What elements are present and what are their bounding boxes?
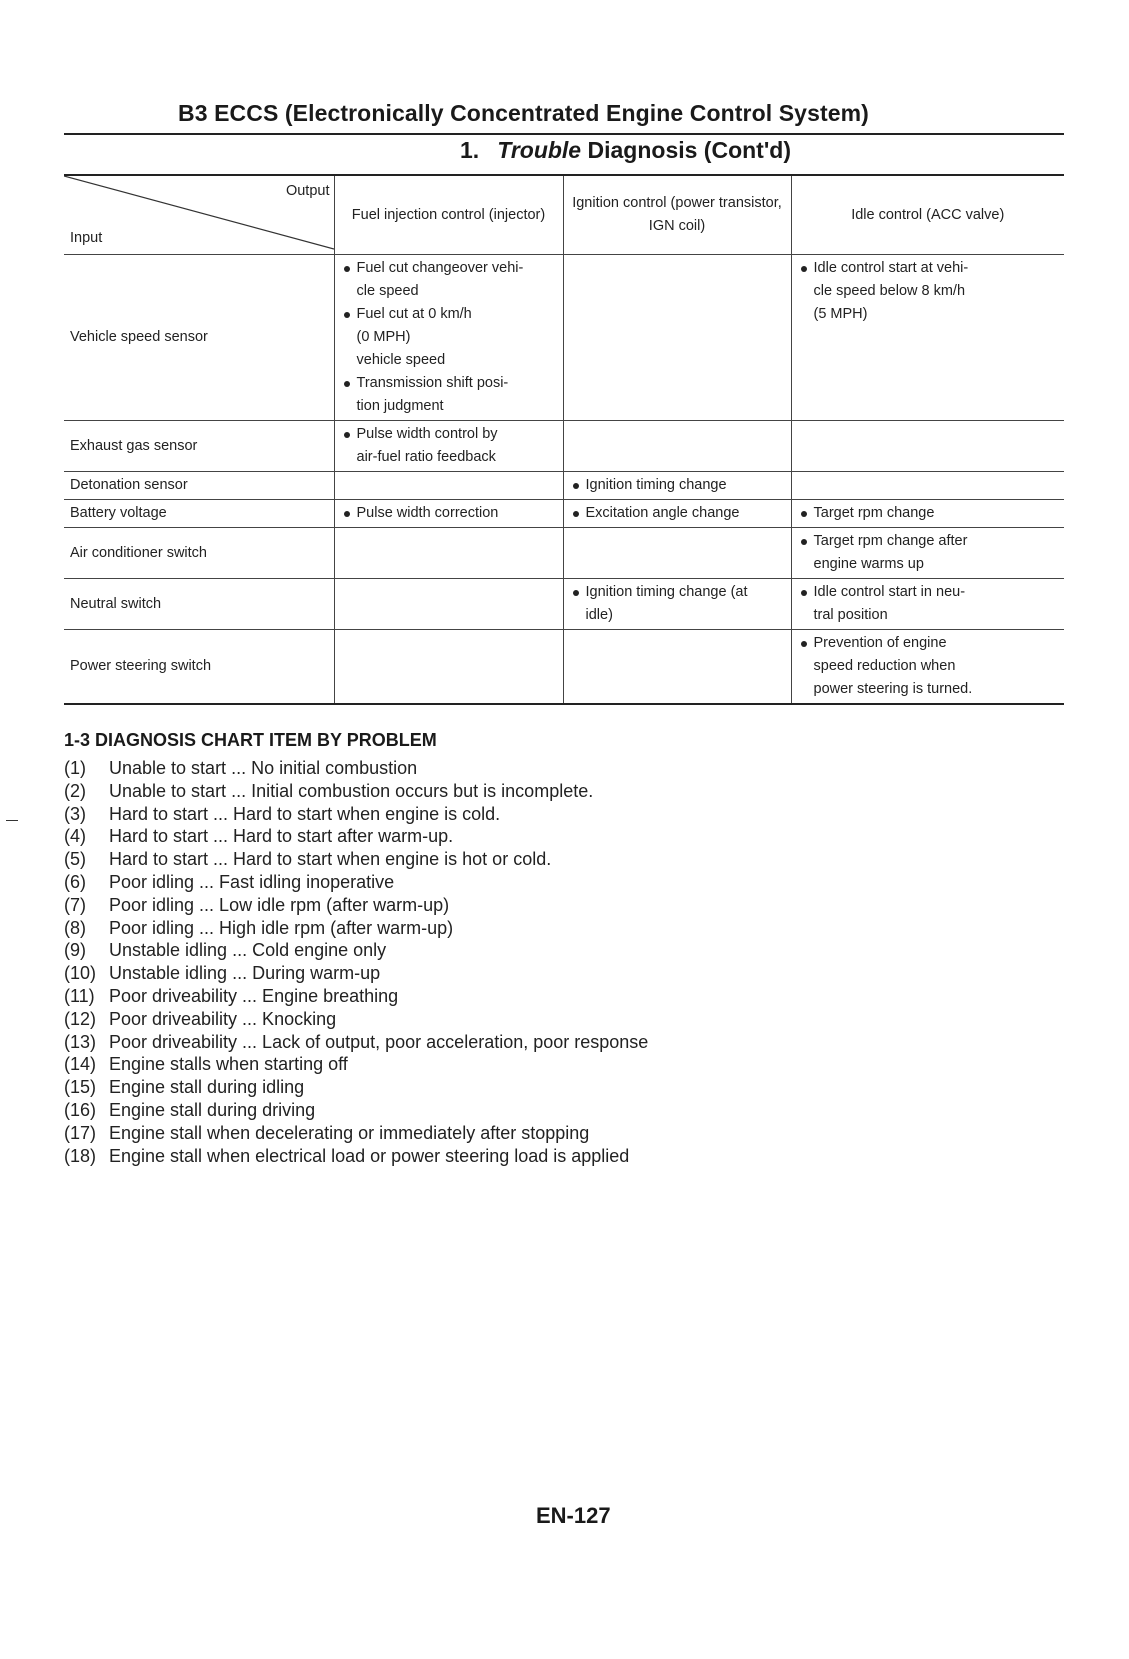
input-air-conditioner: Air conditioner switch — [64, 528, 334, 579]
page-number: EN-127 — [536, 1503, 611, 1528]
bullet-item: Pulse width correction — [341, 502, 557, 525]
bullet-item: Ignition timing change (at idle) — [570, 581, 785, 627]
cell-idle-air-conditioner — [791, 528, 1064, 579]
list-item: (5) Hard to start ... Hard to start when engine is hot or cold. — [64, 849, 552, 870]
table-row — [64, 630, 1064, 705]
cell-fuel-power-steering — [334, 630, 563, 705]
cell-ignition-neutral — [563, 579, 791, 630]
margin-mark — [6, 820, 18, 821]
list-item: (16) Engine stall during driving — [64, 1099, 316, 1120]
bullet-item: Pulse width control by air-fuel ratio feedback — [341, 423, 557, 469]
list-item: (8) Poor idling ... High idle rpm (after warm-up) — [64, 917, 454, 938]
input-battery: Battery voltage — [64, 500, 334, 528]
list-item: (13) Poor driveability ... Lack of output, poor acceleration, poor response — [64, 1031, 649, 1052]
list-item: (11) Poor driveability ... Engine breathing — [64, 985, 399, 1006]
table-row — [64, 421, 1064, 472]
cell-ignition-detonation — [563, 472, 791, 500]
diagnosis-chart-heading: 1-3 DIAGNOSIS CHART ITEM BY PROBLEM — [64, 730, 437, 750]
cell-ignition-exhaust-gas — [563, 421, 791, 472]
cell-idle-detonation — [791, 472, 1064, 500]
title-rule — [64, 133, 1064, 135]
input-detonation: Detonation sensor — [64, 472, 334, 500]
cell-fuel-neutral — [334, 579, 563, 630]
cell-fuel-vehicle-speed — [334, 255, 563, 421]
cell-fuel-detonation — [334, 472, 563, 500]
bullet-item: Fuel cut changeover vehi- cle speed — [341, 257, 557, 303]
input-vehicle-speed: Vehicle speed sensor — [64, 255, 334, 421]
list-item: (1) Unable to start ... No initial combustion — [64, 758, 418, 778]
column-header-idle: Idle control (ACC valve) — [791, 176, 1064, 255]
cell-fuel-exhaust-gas — [334, 421, 563, 472]
bullet-item: Idle control start in neu- tral position — [798, 581, 1059, 627]
table-row — [64, 528, 1064, 579]
cell-ignition-power-steering — [563, 630, 791, 705]
page-title: B3 ECCS (Electronically Concentrated Engine Control System) — [178, 100, 869, 126]
table-row — [64, 579, 1064, 630]
list-item: (14) Engine stalls when starting off — [64, 1054, 348, 1075]
input-power-steering: Power steering switch — [64, 630, 334, 705]
cell-idle-power-steering — [791, 630, 1064, 705]
subtitle-italic: Trouble — [497, 137, 582, 163]
list-item: (3) Hard to start ... Hard to start when engine is cold. — [64, 803, 501, 824]
corner-input-label: Input — [70, 230, 103, 246]
subtitle-rest: Diagnosis (Cont'd) — [587, 137, 792, 163]
bullet-item: Excitation angle change — [570, 502, 785, 525]
list-item: (9) Unstable idling ... Cold engine only — [64, 940, 387, 961]
table-header-row — [64, 176, 1064, 255]
cell-idle-neutral — [791, 579, 1064, 630]
list-item: (12) Poor driveability ... Knocking — [64, 1008, 337, 1029]
bullet-item: Target rpm change — [798, 502, 1059, 525]
input-exhaust-gas: Exhaust gas sensor — [64, 421, 334, 472]
corner-cell — [64, 176, 334, 255]
list-item: (2) Unable to start ... Initial combustion occurs but is incomplete. — [64, 780, 594, 801]
bullet-item: Idle control start at vehi- cle speed below 8 km/h (5 MPH) — [798, 257, 1059, 326]
list-item: (4) Hard to start ... Hard to start after warm-up. — [64, 826, 454, 847]
cell-fuel-air-conditioner — [334, 528, 563, 579]
cell-ignition-vehicle-speed — [563, 255, 791, 421]
cell-fuel-battery — [334, 500, 563, 528]
problem-list — [64, 757, 648, 1167]
cell-idle-exhaust-gas — [791, 421, 1064, 472]
table-row — [64, 500, 1064, 528]
list-item: (7) Poor idling ... Low idle rpm (after warm-up) — [64, 894, 450, 915]
section-subtitle — [460, 137, 791, 164]
input-output-table — [64, 176, 1064, 705]
corner-output-label: Output — [285, 183, 330, 199]
input-neutral: Neutral switch — [64, 579, 334, 630]
list-item: (15) Engine stall during idling — [64, 1077, 305, 1098]
table-row — [64, 472, 1064, 500]
column-header-fuel: Fuel injection control (injector) — [334, 176, 563, 255]
list-item: (17) Engine stall when decelerating or immediately after stopping — [64, 1122, 590, 1143]
bullet-item: Transmission shift posi- tion judgment — [341, 372, 557, 418]
list-item: (18) Engine stall when electrical load or power steering load is applied — [64, 1145, 630, 1166]
cell-ignition-air-conditioner — [563, 528, 791, 579]
list-item: (10) Unstable idling ... During warm-up — [64, 963, 381, 984]
bullet-item: Target rpm change after engine warms up — [798, 530, 1059, 576]
cell-idle-battery — [791, 500, 1064, 528]
bullet-item: Ignition timing change — [570, 474, 785, 497]
cell-idle-vehicle-speed — [791, 255, 1064, 421]
subtitle-number: 1. — [460, 137, 480, 163]
table-row — [64, 255, 1064, 421]
cell-ignition-battery — [563, 500, 791, 528]
bullet-item: Prevention of engine speed reduction when power steering is turned. — [798, 632, 1059, 701]
column-header-ignition: Ignition control (power transistor, IGN coil) — [563, 176, 791, 255]
list-item: (6) Poor idling ... Fast idling inoperative — [64, 871, 395, 892]
bullet-item: Fuel cut at 0 km/h (0 MPH) vehicle speed — [341, 303, 557, 372]
